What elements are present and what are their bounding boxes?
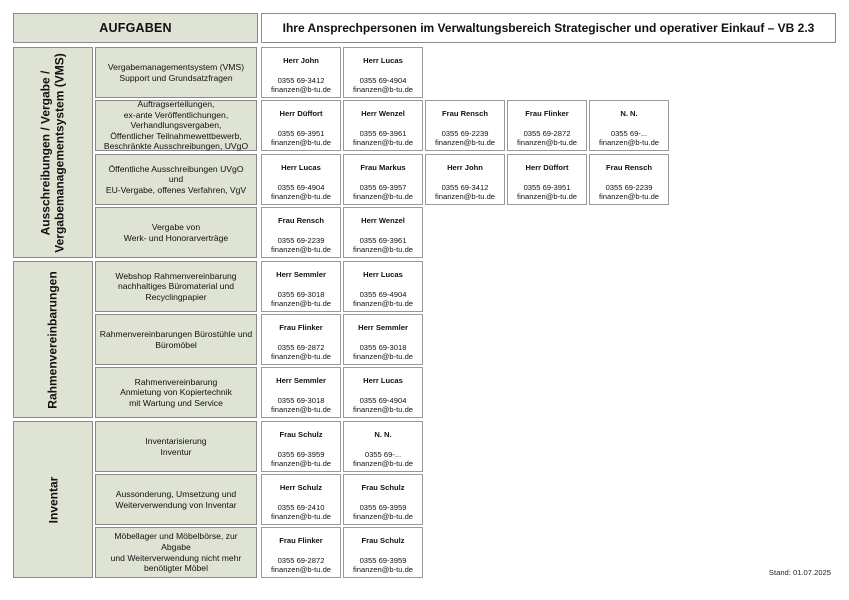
contact-email[interactable]: finanzen@b-tu.de [352,512,414,522]
task-line: Inventur [160,446,192,457]
contact-card [261,421,341,472]
task-cell [95,47,257,98]
task-line: Werk- und Honorarverträge [123,232,229,243]
contact-email[interactable]: finanzen@b-tu.de [352,565,414,575]
contact-card [589,100,669,151]
contact-phone: 0355 69-3412 [277,75,325,85]
contact-email[interactable]: finanzen@b-tu.de [270,192,332,202]
contact-card [343,100,423,151]
contact-name: Frau Rensch [606,163,652,172]
contact-phone: 0355 69-4904 [277,182,325,192]
contact-email[interactable]: finanzen@b-tu.de [352,299,414,309]
task-cell [95,100,257,151]
contact-card [343,207,423,258]
task-cell [95,527,257,578]
contact-email[interactable]: finanzen@b-tu.de [352,405,414,415]
task-line: mit Wartung und Service [129,397,223,408]
contact-phone: 0355 69-3957 [359,182,407,192]
tasks-header: AUFGABEN [13,13,258,43]
contact-name: Frau Schulz [361,536,405,545]
task-line: Öffentlicher Teilnahmewettbewerb, [110,130,242,141]
contact-name: Herr John [283,56,319,65]
contact-card [261,100,341,151]
task-line: Inventarisierung [145,435,207,446]
contact-card [343,474,423,525]
contact-card [261,527,341,578]
contact-email[interactable]: finanzen@b-tu.de [270,565,332,575]
category-label [46,271,60,408]
task-line: Rahmenvereinbarungen Bürostühle und [99,328,253,339]
contact-phone: 0355 69-3961 [359,128,407,138]
contact-phone: 0355 69-... [610,128,648,138]
contact-phone: 0355 69-4904 [359,289,407,299]
task-line: Öffentliche Ausschreibungen UVgO [108,163,244,174]
contact-phone: 0355 69-... [364,449,402,459]
contact-phone: 0355 69-3961 [359,235,407,245]
contact-card [261,207,341,258]
contact-phone: 0355 69-2239 [277,235,325,245]
task-cell [95,207,257,258]
contact-email[interactable]: finanzen@b-tu.de [516,138,578,148]
contact-name: Herr Semmler [276,270,326,279]
contact-phone: 0355 69-2239 [441,128,489,138]
contact-card [261,47,341,98]
contact-name: Frau Rensch [278,216,324,225]
task-line: Aussonderung, Umsetzung und [115,488,237,499]
category-0 [13,47,93,258]
contact-card [589,154,669,205]
contact-phone: 0355 69-3959 [359,555,407,565]
contact-name: Frau Markus [360,163,406,172]
task-line: Webshop Rahmenvereinbarung [115,270,237,281]
contact-name: Herr Wenzel [361,216,405,225]
contact-name: Herr John [447,163,483,172]
contact-email[interactable]: finanzen@b-tu.de [352,138,414,148]
task-line: Beschränkte Ausschreibungen, UVgO [103,141,249,152]
contact-name: Herr Düffort [279,109,323,118]
contact-name: N. N. [620,109,638,118]
contact-email[interactable]: finanzen@b-tu.de [352,459,414,469]
category-label-line: Rahmenvereinbarungen [46,270,60,409]
contact-name: Herr Semmler [358,323,408,332]
task-cell [95,367,257,418]
contact-card [343,314,423,365]
task-line: ex-ante Veröffentlichungen, [123,109,229,120]
contact-name: Herr Lucas [363,376,403,385]
contact-phone: 0355 69-2410 [277,502,325,512]
contact-card [343,47,423,98]
task-line: Anmietung von Kopiertechnik [120,387,232,398]
category-1 [13,261,93,418]
contact-phone: 0355 69-3412 [441,182,489,192]
contact-email[interactable]: finanzen@b-tu.de [270,299,332,309]
contact-phone: 0355 69-3951 [523,182,571,192]
contact-phone: 0355 69-2872 [523,128,571,138]
contact-email[interactable]: finanzen@b-tu.de [270,512,332,522]
task-line: Vergabe von [151,221,201,232]
contact-name: Herr Lucas [363,56,403,65]
task-line: Büromöbel [155,339,197,350]
contact-card [343,261,423,312]
contact-phone: 0355 69-3018 [277,289,325,299]
category-label-line: Vergabemanagementsystem (VMS) [53,52,67,253]
contact-name: Herr Schulz [279,483,323,492]
task-cell [95,474,257,525]
contact-email[interactable]: finanzen@b-tu.de [352,245,414,255]
contact-email[interactable]: finanzen@b-tu.de [352,352,414,362]
contact-phone: 0355 69-3959 [359,502,407,512]
contact-card [425,100,505,151]
contact-phone: 0355 69-3951 [277,128,325,138]
contact-email[interactable]: finanzen@b-tu.de [270,405,332,415]
task-line: Weiterverwendung von Inventar [115,499,237,510]
task-line: nachhaltiges Büromaterial und [117,281,235,292]
category-label-line: Inventar [46,476,60,523]
contact-name: N. N. [374,430,392,439]
contact-card [343,421,423,472]
contact-email[interactable]: finanzen@b-tu.de [270,352,332,362]
contact-name: Herr Wenzel [361,109,405,118]
category-2 [13,421,93,578]
contact-card [261,367,341,418]
contact-name: Frau Schulz [279,430,323,439]
contact-phone: 0355 69-2239 [605,182,653,192]
contact-card [343,154,423,205]
contact-email[interactable]: finanzen@b-tu.de [598,138,660,148]
task-line: Rahmenvereinbarung [134,376,218,387]
contact-phone: 0355 69-2872 [277,342,325,352]
contact-card [261,154,341,205]
contact-phone: 0355 69-3018 [277,395,325,405]
contact-name: Herr Düffort [525,163,569,172]
task-cell [95,421,257,472]
contact-name: Herr Semmler [276,376,326,385]
contact-card [261,261,341,312]
task-line: Vergabemanagementsystem (VMS) [107,61,245,72]
category-label [46,476,60,523]
contact-name: Frau Rensch [442,109,488,118]
contact-phone: 0355 69-4904 [359,395,407,405]
contact-card [261,474,341,525]
contact-email[interactable]: finanzen@b-tu.de [598,192,660,202]
category-label-line: Ausschreibungen / Vergabe / [39,70,53,235]
contact-name: Herr Lucas [363,270,403,279]
contact-phone: 0355 69-4904 [359,75,407,85]
contact-phone: 0355 69-2872 [277,555,325,565]
contact-card [343,367,423,418]
contact-phone: 0355 69-3959 [277,449,325,459]
contact-email[interactable]: finanzen@b-tu.de [270,138,332,148]
stand-date: Stand: 01.07.2025 [768,568,831,577]
task-line: und Weiterverwendung nicht mehr [110,552,242,563]
task-line: Auftragserteilungen, [137,99,215,110]
contact-email[interactable]: finanzen@b-tu.de [516,192,578,202]
contact-email[interactable]: finanzen@b-tu.de [434,192,496,202]
contact-card [507,100,587,151]
task-line: Verhandlungsvergaben, [130,120,222,131]
contact-phone: 0355 69-3018 [359,342,407,352]
task-line: Recyclingpapier [145,291,207,302]
contacts-header: Ihre Ansprechpersonen im Verwaltungsbereich Strategischer und operativer Einkauf – VB 2.3 [261,13,836,43]
contact-name: Frau Schulz [361,483,405,492]
category-label [39,53,67,252]
contact-name: Frau Flinker [279,323,323,332]
task-cell [95,261,257,312]
contact-email[interactable]: finanzen@b-tu.de [352,192,414,202]
task-line: EU-Vergabe, offenes Verfahren, VgV [105,184,247,195]
contact-email[interactable]: finanzen@b-tu.de [270,245,332,255]
task-line: Support und Grundsatzfragen [119,72,233,83]
contact-card [425,154,505,205]
contact-email[interactable]: finanzen@b-tu.de [270,85,332,95]
contact-card [343,527,423,578]
task-line: benötigter Möbel [143,563,209,574]
task-cell [95,154,257,205]
contact-name: Frau Flinker [525,109,569,118]
contact-email[interactable]: finanzen@b-tu.de [270,459,332,469]
contact-name: Herr Lucas [281,163,321,172]
contact-card [261,314,341,365]
task-line: Möbellager und Möbelbörse, zur Abgabe [114,531,238,552]
task-line: und [168,174,184,185]
contact-email[interactable]: finanzen@b-tu.de [434,138,496,148]
contact-card [507,154,587,205]
task-cell [95,314,257,365]
contact-name: Frau Flinker [279,536,323,545]
contact-email[interactable]: finanzen@b-tu.de [352,85,414,95]
